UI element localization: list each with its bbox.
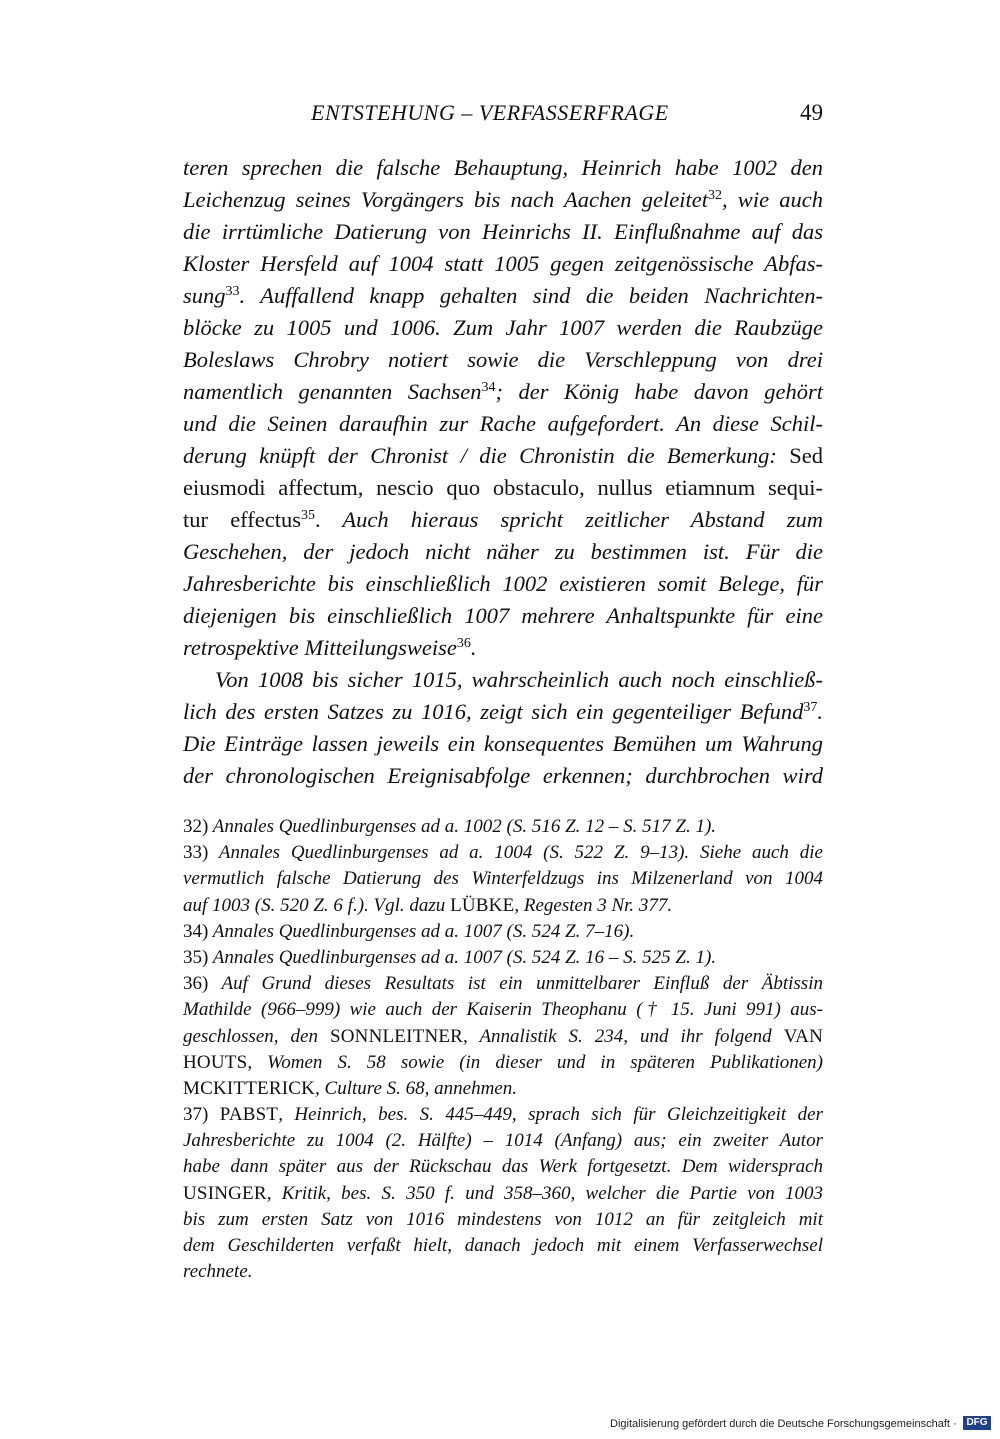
- dfg-logo: DFG: [963, 1416, 991, 1430]
- footnote-ref: 32: [707, 188, 722, 203]
- footnote-line: vermutlich falsche Datierung des Winterfeldzugs ins Milzenerland von 1004: [183, 868, 823, 890]
- running-title: ENTSTEHUNG – VERFASSERFRAGE: [311, 100, 669, 125]
- footnote-line: 35) Annales Quedlinburgenses ad a. 1007 (S. 524 Z. 16 – S. 525 Z. 1).: [183, 946, 717, 968]
- footnote-ref: 33: [225, 284, 240, 299]
- text-line: Die Einträge lassen jeweils ein konsequentes Bemühen um Wahrung: [183, 731, 823, 756]
- funding-note: Digitalisierung gefördert durch die Deutsche Forschungsgemeinschaft ·: [610, 1418, 957, 1430]
- text-line: lich des ersten Satzes zu 1016, zeigt sich ein gegenteiliger Befund$^{37}$.: [183, 699, 823, 724]
- footnote-ref: 36: [456, 636, 471, 651]
- text-line: Leichenzug seines Vorgängers bis nach Aachen geleitet$^{32}$, wie auch: [183, 187, 824, 212]
- footnote-line: 34) Annales Quedlinburgenses ad a. 1007 (S. 524 Z. 7–16).: [183, 920, 635, 942]
- footnotes: [183, 814, 823, 1285]
- footnote-line: USINGER, Kritik, bes. S. 350 f. und 358–360, welcher die Partie von 1003: [183, 1182, 823, 1204]
- text-line: Von 1008 bis sicher 1015, wahrscheinlich auch noch einschließ-: [215, 667, 823, 692]
- footnote-line: 32) Annales Quedlinburgenses ad a. 1002 (S. 516 Z. 12 – S. 517 Z. 1).: [183, 816, 717, 837]
- page-number: 49: [800, 100, 823, 125]
- text-line: teren sprechen die falsche Behauptung, Heinrich habe 1002 den: [183, 155, 823, 180]
- footnote-line: bis zum ersten Satz von 1016 mindestens von 1012 an für zeitgleich mit: [183, 1208, 823, 1230]
- text-line: sung$^{33}$. Auffallend knapp gehalten sind die beiden Nachrichten-: [183, 283, 823, 308]
- text-line: Geschehen, der jedoch nicht näher zu bestimmen ist. Für die: [183, 539, 823, 564]
- text-line: die irrtümliche Datierung von Heinrichs II. Einflußnahme auf das: [183, 219, 823, 244]
- text-line: eiusmodi affectum, nescio quo obstaculo, nullus etiamnum sequi-: [183, 475, 823, 500]
- footnote-line: 36) Auf Grund dieses Resultats ist ein unmittelbarer Einfluß der Äbtissin: [183, 973, 823, 995]
- footnote-line: geschlossen, den SONNLEITNER, Annalistik S. 234, und ihr folgend VAN: [183, 1025, 824, 1047]
- footnote-line: Jahresberichte zu 1004 (2. Hälfte) – 1014 (Anfang) aus; ein zweiter Autor: [183, 1130, 823, 1152]
- footnote-line: MCKITTERICK, Culture S. 68, annehmen.: [183, 1077, 517, 1099]
- text-line: blöcke zu 1005 und 1006. Zum Jahr 1007 werden die Raubzüge: [183, 315, 823, 340]
- footnote-line: auf 1003 (S. 520 Z. 6 f.). Vgl. dazu LÜBKE, Regesten 3 Nr. 377.: [183, 894, 673, 916]
- text-line: der chronologischen Ereignisabfolge erkennen; durchbrochen wird: [183, 763, 823, 788]
- text-line: Jahresberichte bis einschließlich 1002 existieren somit Belege, für: [183, 571, 823, 596]
- footnote-line: rechnete.: [183, 1261, 253, 1283]
- text-line: Boleslaws Chrobry notiert sowie die Verschleppung von drei: [183, 347, 823, 372]
- body-text: [183, 152, 823, 792]
- footnote-line: HOUTS, Women S. 58 sowie (in dieser und in späteren Publikationen): [183, 1051, 823, 1073]
- text-line: derung knüpft der Chronist / die Chronistin die Bemerkung: Sed: [183, 443, 824, 468]
- text-line: diejenigen bis einschließlich 1007 mehrere Anhaltspunkte für eine: [183, 603, 823, 628]
- text-line: tur effectus$^{35}$. Auch hieraus spricht zeitlicher Abstand zum: [183, 507, 823, 532]
- running-head: [183, 100, 823, 132]
- footnote-ref: 34: [481, 380, 496, 395]
- footnote-ref: 37: [803, 700, 818, 715]
- text-line: retrospektive Mitteilungsweise$^{36}$.: [183, 635, 477, 660]
- footnote-line: 37) PABST, Heinrich, bes. S. 445–449, sprach sich für Gleichzeitigkeit der: [183, 1104, 823, 1126]
- footnote-line: habe dann später aus der Rückschau das Werk fortgesetzt. Dem widersprach: [183, 1156, 823, 1178]
- footnote-line: dem Geschilderten verfaßt hielt, danach jedoch mit einem Verfasserwechsel: [183, 1235, 823, 1256]
- text-line: Kloster Hersfeld auf 1004 statt 1005 gegen zeitgenössische Abfas-: [183, 251, 823, 276]
- footnote-line: 33) Annales Quedlinburgenses ad a. 1004 (S. 522 Z. 9–13). Siehe auch die: [183, 842, 823, 864]
- footnote-line: Mathilde (966–999) wie auch der Kaiserin Theophanu († 15. Juni 991) aus-: [183, 999, 823, 1021]
- text-line: und die Seinen daraufhin zur Rache aufgefordert. An diese Schil-: [183, 411, 823, 436]
- text-line: namentlich genannten Sachsen$^{34}$; der König habe davon gehört: [183, 379, 823, 404]
- footnote-ref: 35: [301, 508, 315, 523]
